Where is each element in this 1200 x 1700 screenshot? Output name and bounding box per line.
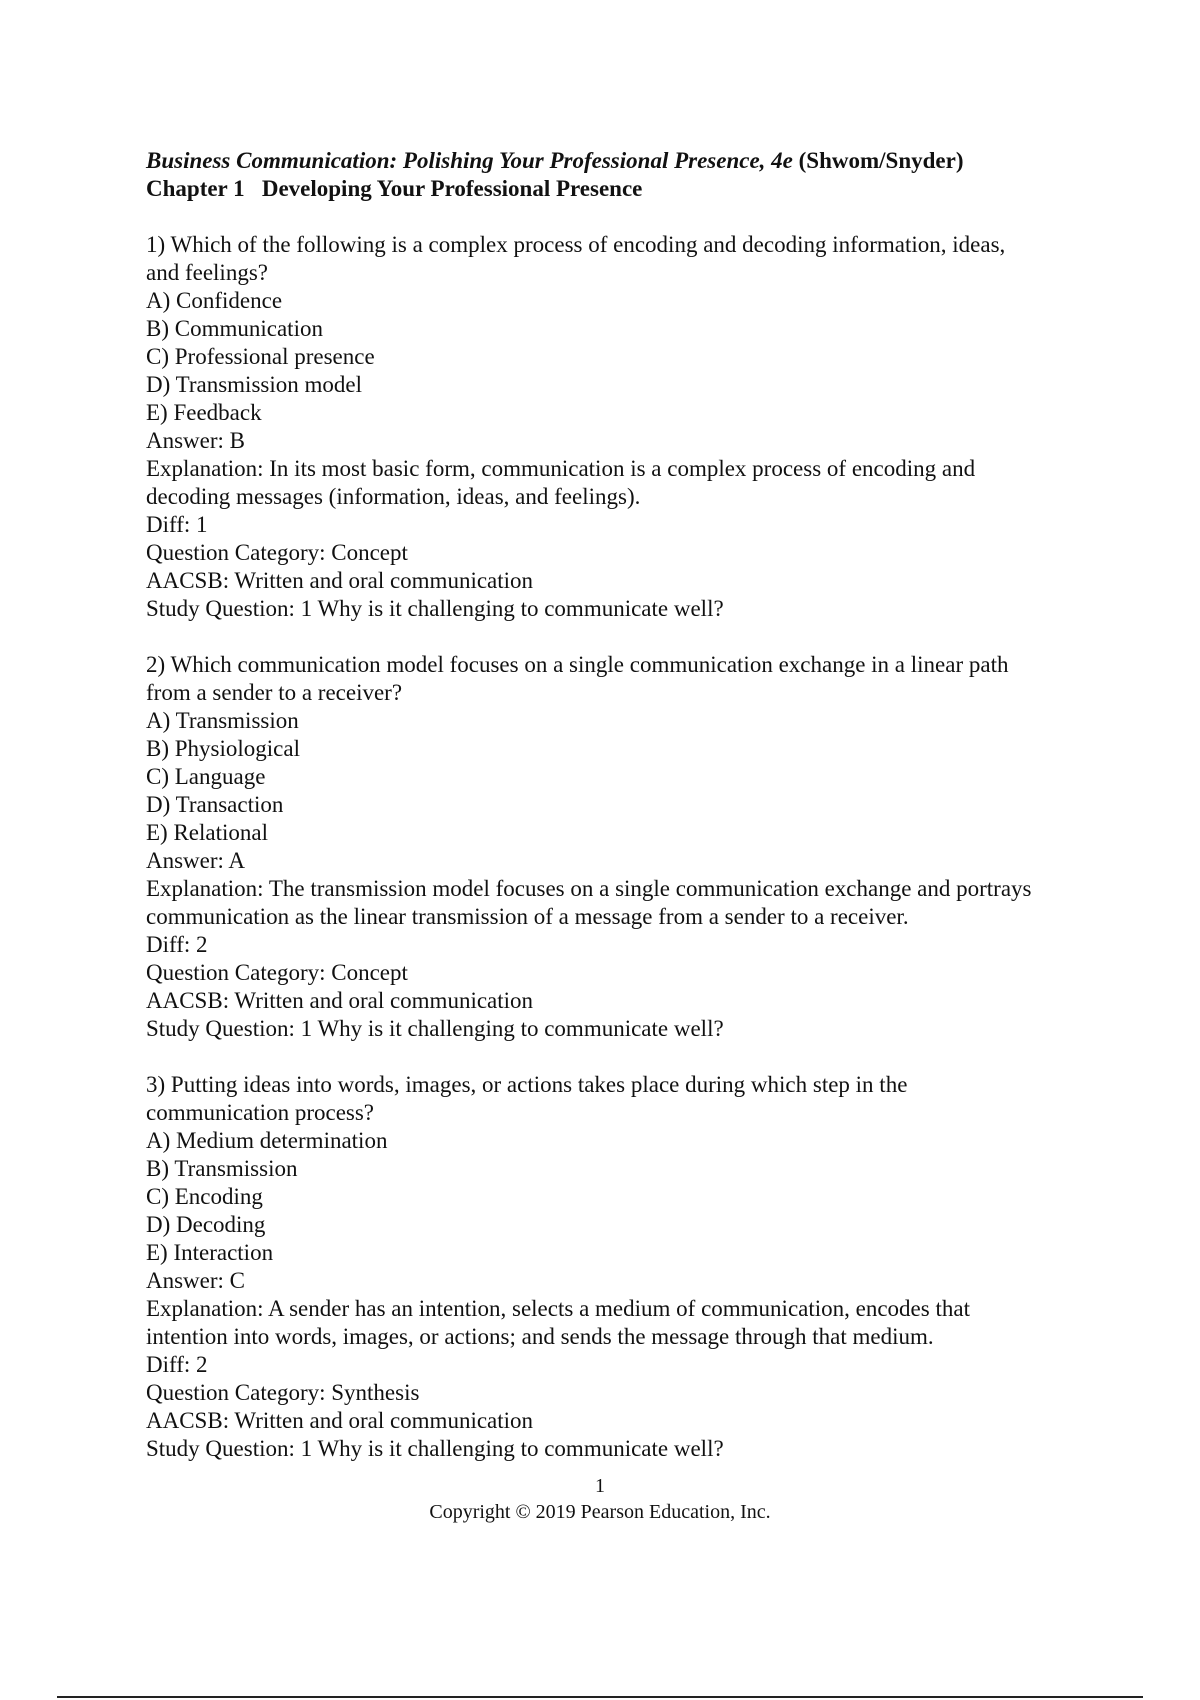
- answer-option: E) Relational: [146, 820, 268, 845]
- answer-option: C) Encoding: [146, 1184, 263, 1209]
- answer-option: B) Physiological: [146, 736, 300, 761]
- answer-option: D) Transmission model: [146, 372, 362, 397]
- answer-option: A) Medium determination: [146, 1128, 388, 1153]
- aacsb-tag: AACSB: Written and oral communication: [146, 1408, 534, 1433]
- answer-key: Answer: C: [146, 1268, 246, 1293]
- aacsb-tag: AACSB: Written and oral communication: [146, 988, 534, 1013]
- explanation: decoding messages (information, ideas, and feelings).: [146, 484, 641, 509]
- answer-option: C) Language: [146, 764, 266, 789]
- answer-key: Answer: A: [146, 848, 246, 873]
- question-block: [146, 1071, 1106, 1463]
- answer-option: B) Communication: [146, 316, 323, 341]
- answer-option: E) Interaction: [146, 1240, 274, 1265]
- explanation: Explanation: A sender has an intention, selects a medium of communication, encodes that: [146, 1296, 970, 1321]
- study-question: Study Question: 1 Why is it challenging to communicate well?: [146, 1436, 724, 1461]
- question-category: Question Category: Concept: [146, 540, 408, 565]
- chapter-title: Chapter 1 Developing Your Professional Presence: [146, 176, 643, 201]
- answer-option: E) Feedback: [146, 400, 262, 425]
- explanation: intention into words, images, or actions; and sends the message through that medium.: [146, 1324, 934, 1349]
- aacsb-tag: AACSB: Written and oral communication: [146, 568, 534, 593]
- question-block: [146, 231, 1106, 623]
- question-category: Question Category: Synthesis: [146, 1380, 420, 1405]
- question-stem: and feelings?: [146, 260, 268, 285]
- book-title-line: [146, 147, 1106, 175]
- answer-option: A) Confidence: [146, 288, 283, 313]
- book-title: Business Communication: Polishing Your Professional Presence, 4e: [146, 148, 793, 173]
- explanation: Explanation: The transmission model focuses on a single communication exchange and portrays: [146, 876, 1032, 901]
- explanation: communication as the linear transmission of a message from a sender to a receiver.: [146, 904, 909, 929]
- copyright-notice: Copyright © 2019 Pearson Education, Inc.: [429, 1501, 771, 1523]
- difficulty: Diff: 1: [146, 512, 208, 537]
- question-stem: from a sender to a receiver?: [146, 680, 403, 705]
- answer-option: D) Transaction: [146, 792, 284, 817]
- answer-option: D) Decoding: [146, 1212, 266, 1237]
- question-category: Question Category: Concept: [146, 960, 408, 985]
- study-question: Study Question: 1 Why is it challenging to communicate well?: [146, 596, 724, 621]
- question-stem: 1) Which of the following is a complex process of encoding and decoding information, ideas,: [146, 232, 1006, 257]
- book-authors: (Shwom/Snyder): [798, 148, 964, 173]
- question-block: [146, 651, 1106, 1043]
- study-question: Study Question: 1 Why is it challenging to communicate well?: [146, 1016, 724, 1041]
- answer-key: Answer: B: [146, 428, 246, 453]
- explanation: Explanation: In its most basic form, communication is a complex process of encoding and: [146, 456, 976, 481]
- question-stem: communication process?: [146, 1100, 375, 1125]
- question-stem: 3) Putting ideas into words, images, or actions takes place during which step in the: [146, 1072, 908, 1097]
- bottom-divider: [57, 1696, 1143, 1698]
- difficulty: Diff: 2: [146, 1352, 208, 1377]
- difficulty: Diff: 2: [146, 932, 208, 957]
- document-page: [146, 147, 1106, 1463]
- answer-option: C) Professional presence: [146, 344, 375, 369]
- answer-option: B) Transmission: [146, 1156, 298, 1181]
- page-number: 1: [595, 1475, 605, 1497]
- question-stem: 2) Which communication model focuses on a single communication exchange in a linear path: [146, 652, 1009, 677]
- answer-option: A) Transmission: [146, 708, 299, 733]
